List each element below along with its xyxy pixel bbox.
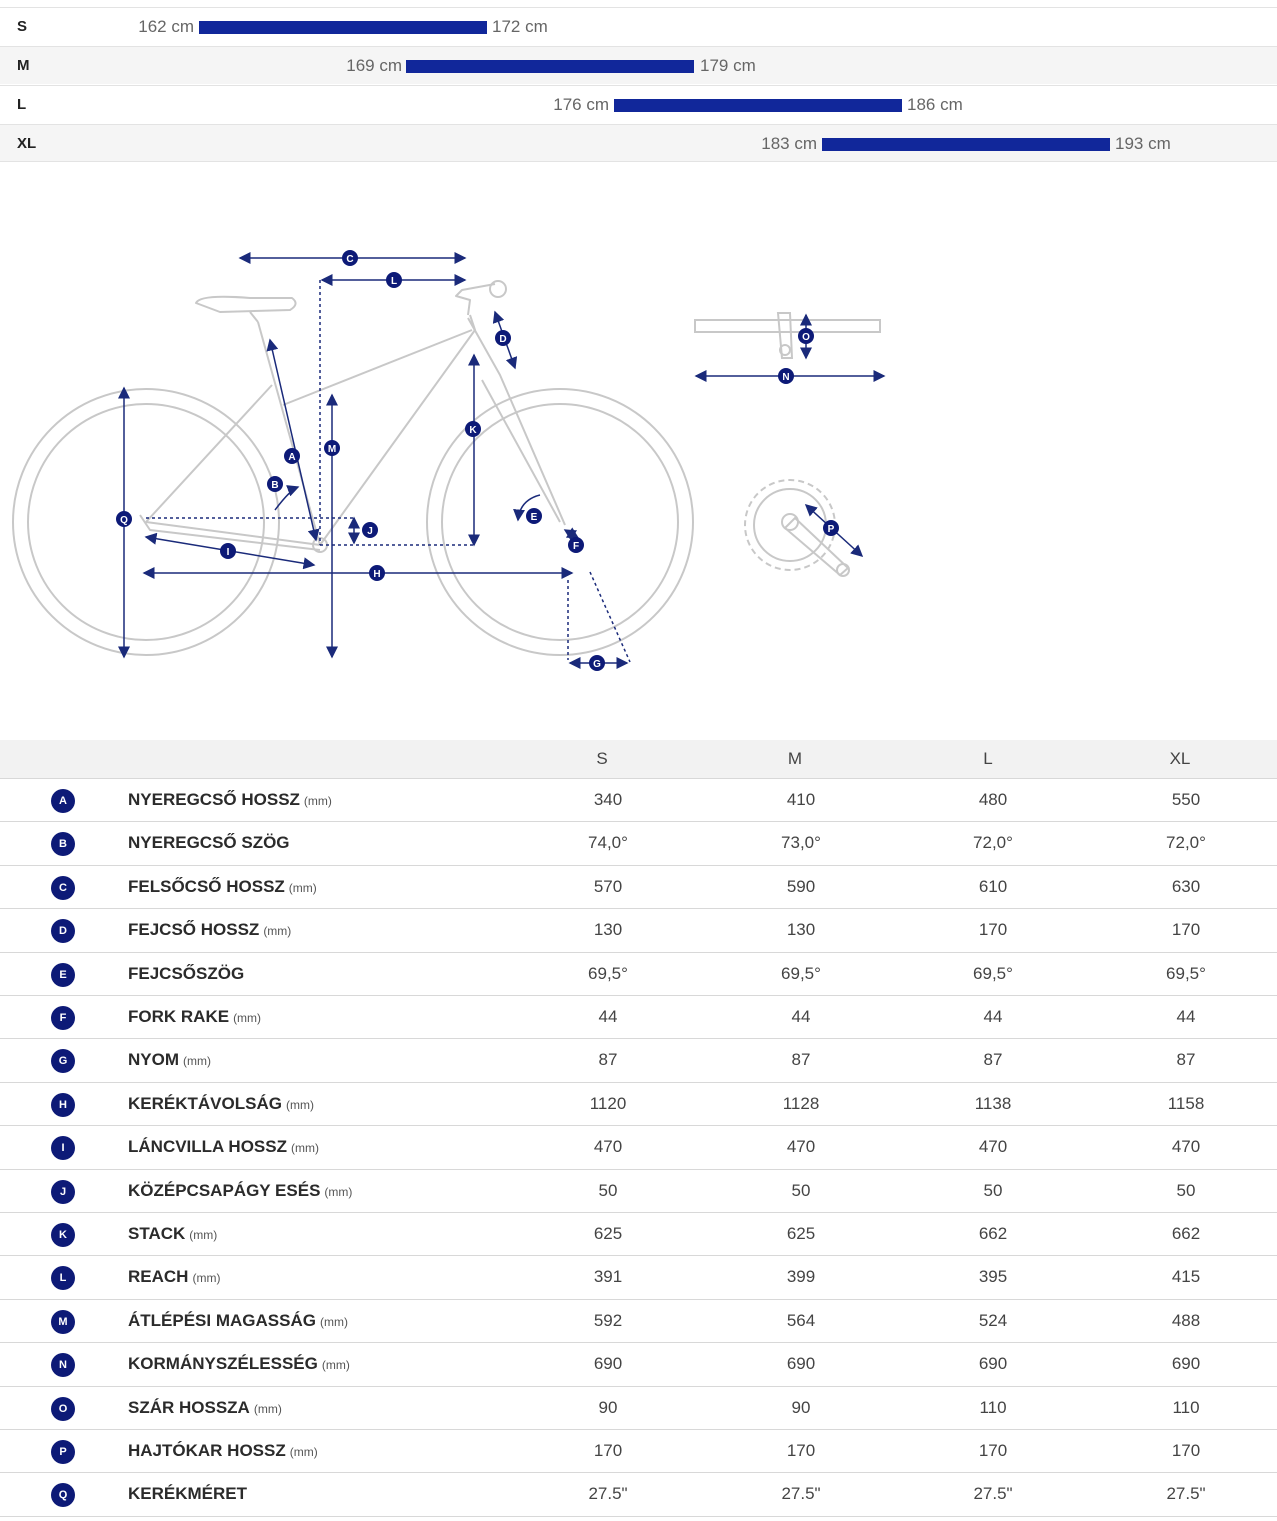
badge-f [568, 537, 584, 553]
dimension-label: KERÉKTÁVOLSÁG [128, 1093, 282, 1113]
dimension-unit: (mm) [253, 1401, 282, 1416]
dimension-label: FELSŐCSŐ HOSSZ [128, 876, 285, 896]
size-label: XL [17, 135, 37, 152]
dimension-value: 1120 [589, 1093, 627, 1113]
dimension-value: 69,5° [781, 963, 821, 983]
dimension-value: 470 [593, 1137, 623, 1157]
badge-p [823, 520, 839, 536]
dimension-value: 1158 [1167, 1093, 1205, 1113]
dimension-badge: P [51, 1440, 75, 1464]
dimension-value: 27.5" [1166, 1484, 1206, 1504]
dimension-badge: F [51, 1006, 75, 1030]
dimension-value: 625 [786, 1224, 816, 1243]
dimension-value: 87 [1176, 1050, 1196, 1070]
dimension-value: 662 [1171, 1224, 1201, 1243]
dimension-value: 170 [1171, 920, 1201, 940]
dimension-unit: (mm) [263, 924, 292, 939]
dimension-value: 27.5" [781, 1484, 821, 1504]
dimension-value: 690 [786, 1354, 816, 1374]
svg-text:H: H [373, 569, 381, 580]
badge-m [324, 440, 340, 456]
dimension-value: 564 [786, 1310, 816, 1330]
size-label: L [17, 96, 27, 113]
dimension-value: 27.5" [973, 1484, 1013, 1504]
dimension-value: 630 [1171, 876, 1201, 896]
dimension-value: 50 [1176, 1180, 1196, 1200]
dimension-value: 69,5° [1166, 963, 1206, 983]
dimension-value: 87 [598, 1050, 618, 1070]
dimension-value: 399 [786, 1267, 816, 1287]
size-range-bar [822, 138, 1110, 151]
size-row-s [0, 7, 1277, 45]
dimension-value: 592 [593, 1310, 623, 1330]
svg-text:E: E [530, 512, 538, 523]
size-row-m [0, 46, 1277, 84]
dimension-unit: (mm) [189, 1228, 218, 1242]
dimension-badge: C [51, 876, 75, 900]
size-min-height: 183 cm [761, 134, 817, 153]
dimension-name [128, 1181, 352, 1201]
size-row-l [0, 85, 1277, 123]
dimension-value: 69,5° [973, 963, 1013, 983]
dimension-value: 415 [1171, 1267, 1201, 1287]
svg-text:J: J [367, 526, 373, 537]
dimension-value: 690 [593, 1354, 623, 1374]
table-row [0, 1126, 1277, 1169]
dimension-label: SZÁR HOSSZA [128, 1397, 250, 1417]
svg-text:B: B [271, 480, 279, 491]
size-max-height: 179 cm [700, 56, 756, 75]
dimension-value: 74,0° [588, 833, 628, 853]
dimension-value: 110 [1172, 1397, 1200, 1417]
svg-text:A: A [288, 452, 296, 463]
dimension-label: HAJTÓKAR HOSSZ [128, 1441, 286, 1460]
dimension-name [128, 1050, 211, 1070]
table-row [0, 953, 1277, 996]
table-row [0, 1256, 1277, 1299]
dimension-label: ÁTLÉPÉSI MAGASSÁG [128, 1310, 316, 1330]
handlebar-detail [695, 313, 880, 358]
dimension-name [128, 1137, 319, 1157]
dimension-unit: (mm) [289, 1445, 318, 1459]
dimension-label: FORK RAKE [128, 1007, 230, 1026]
dimension-value: 44 [598, 1007, 618, 1026]
svg-text:L: L [390, 276, 398, 287]
dimension-name [128, 1267, 220, 1287]
svg-text:D: D [499, 334, 507, 345]
dimension-badge: A [51, 789, 75, 813]
badge-g [589, 655, 605, 671]
dimension-value: 550 [1171, 790, 1201, 809]
dimension-value: 395 [978, 1267, 1008, 1287]
dimension-label: NYEREGCSŐ SZÖG [128, 833, 290, 853]
table-row [0, 822, 1277, 865]
dimension-value: 90 [791, 1397, 811, 1417]
header-xl: XL [1169, 749, 1191, 768]
dimension-badge: O [51, 1397, 75, 1421]
dimension-name [128, 790, 332, 810]
bike-geometry-diagram [0, 165, 1277, 740]
dimension-value: 27.5" [588, 1484, 628, 1504]
svg-text:I: I [226, 547, 230, 558]
dimension-unit: (mm) [288, 880, 317, 895]
badge-k [465, 421, 481, 437]
dimension-value: 391 [593, 1267, 623, 1287]
svg-text:Q: Q [120, 515, 128, 526]
dimension-badge: L [51, 1266, 75, 1290]
dimension-value: 1138 [974, 1093, 1012, 1113]
dimension-value: 87 [983, 1050, 1003, 1070]
dimension-value: 690 [1171, 1354, 1201, 1374]
dimension-value: 170 [978, 1441, 1008, 1460]
dimension-value: 410 [786, 790, 816, 809]
table-header [0, 740, 1277, 779]
svg-text:O: O [802, 332, 810, 343]
svg-text:N: N [782, 372, 790, 383]
dimension-value: 72,0° [973, 833, 1013, 853]
dimension-value: 488 [1171, 1310, 1201, 1330]
dimension-label: STACK [128, 1224, 186, 1243]
size-max-height: 193 cm [1115, 134, 1171, 153]
badge-q [116, 511, 132, 527]
dimension-label: FEJCSŐSZÖG [128, 963, 245, 983]
badge-d [495, 330, 511, 346]
dimension-value: 73,0° [781, 833, 821, 853]
dimension-badge: I [51, 1136, 75, 1160]
dimension-value: 662 [978, 1224, 1008, 1243]
dimension-name [128, 1354, 350, 1374]
dimension-name [128, 964, 248, 984]
badge-n [778, 368, 794, 384]
dimension-name [128, 877, 317, 897]
dimension-value: 50 [983, 1180, 1003, 1200]
dimension-name [128, 1224, 217, 1244]
badge-b [267, 476, 283, 492]
dimension-name [128, 833, 294, 853]
header-s: S [596, 749, 608, 768]
dimension-badge: N [51, 1353, 75, 1377]
svg-text:C: C [346, 254, 354, 265]
dimension-name [128, 1311, 348, 1331]
dimension-value: 170 [978, 920, 1008, 940]
dimension-name [128, 1007, 261, 1027]
dimension-badge: E [51, 963, 75, 987]
svg-text:K: K [469, 425, 477, 436]
dimension-unit: (mm) [321, 1358, 350, 1373]
dimension-value: 625 [593, 1224, 623, 1243]
dimension-name [128, 1484, 251, 1504]
dimension-value: 470 [978, 1137, 1008, 1157]
badge-h [369, 565, 385, 581]
size-label: M [17, 57, 30, 74]
dimension-label: NYOM [128, 1050, 179, 1070]
dimension-value: 50 [598, 1180, 618, 1200]
table-row [0, 1343, 1277, 1386]
header-m: M [787, 749, 803, 768]
size-label: S [17, 18, 28, 35]
dimension-badge: Q [51, 1483, 75, 1507]
table-row [0, 1430, 1277, 1473]
svg-text:M: M [327, 444, 337, 455]
badge-j [362, 522, 378, 538]
size-max-height: 186 cm [907, 95, 963, 114]
dimension-value: 50 [791, 1180, 811, 1200]
dimension-label: NYEREGCSŐ HOSSZ [128, 790, 300, 809]
dimension-name [128, 920, 291, 940]
svg-text:G: G [593, 659, 601, 670]
size-min-height: 169 cm [346, 56, 402, 75]
dimension-value: 1128 [782, 1093, 820, 1113]
dimension-value: 690 [978, 1354, 1008, 1374]
table-row [0, 866, 1277, 909]
dimension-name [128, 1398, 282, 1418]
dimension-badge: B [51, 832, 75, 856]
dimension-label: LÁNCVILLA HOSSZ [128, 1137, 287, 1157]
dimension-value: 90 [598, 1397, 618, 1417]
table-row [0, 1473, 1277, 1516]
dimension-value: 340 [593, 790, 623, 809]
dimension-badge: G [51, 1049, 75, 1073]
dimension-name [128, 1094, 314, 1114]
dimension-value: 87 [791, 1050, 811, 1070]
dimension-value: 610 [978, 876, 1008, 896]
dimension-label: KORMÁNYSZÉLESSÉG [128, 1354, 318, 1374]
dimension-badge: J [51, 1180, 75, 1204]
table-row [0, 1387, 1277, 1430]
table-row [0, 909, 1277, 952]
dimension-value: 130 [786, 920, 816, 940]
dimension-value: 69,5° [588, 963, 628, 983]
dimension-unit: (mm) [192, 1271, 221, 1286]
dimension-badge: K [51, 1223, 75, 1247]
svg-text:F: F [572, 541, 580, 552]
size-max-height: 172 cm [492, 17, 548, 36]
size-row-xl [0, 124, 1277, 162]
dimension-value: 110 [979, 1397, 1007, 1417]
svg-text:P: P [827, 524, 835, 535]
dimension-name [128, 1441, 318, 1461]
dimension-value: 570 [593, 876, 623, 896]
badge-l [386, 272, 402, 288]
size-min-height: 176 cm [553, 95, 609, 114]
dimension-badges [116, 250, 839, 671]
dimension-lines [124, 258, 884, 663]
dimension-value: 524 [978, 1310, 1008, 1330]
header-l: L [983, 749, 993, 768]
dimension-unit: (mm) [324, 1184, 353, 1199]
dimension-unit: (mm) [183, 1054, 211, 1069]
dimension-value: 72,0° [1166, 833, 1206, 853]
table-row [0, 996, 1277, 1039]
dimension-value: 170 [1171, 1441, 1201, 1460]
badge-c [342, 250, 358, 266]
table-row [0, 1213, 1277, 1256]
badge-o [798, 328, 814, 344]
dimension-badge: M [51, 1310, 75, 1334]
dimension-value: 130 [593, 920, 623, 940]
dimension-value: 480 [978, 790, 1008, 809]
size-range-bar [614, 99, 902, 112]
bike-frame [140, 281, 565, 552]
table-row [0, 779, 1277, 822]
dimension-value: 170 [786, 1441, 816, 1460]
dimension-value: 590 [786, 876, 816, 896]
dimension-unit: (mm) [303, 794, 332, 808]
size-min-height: 162 cm [138, 17, 194, 36]
table-row [0, 1300, 1277, 1343]
dimension-unit: (mm) [285, 1097, 314, 1112]
dimension-value: 44 [1176, 1007, 1196, 1026]
dimension-value: 470 [1171, 1137, 1201, 1157]
size-range-bar [406, 60, 694, 73]
badge-e [526, 508, 542, 524]
dimension-unit: (mm) [290, 1141, 319, 1156]
dimension-unit: (mm) [233, 1011, 262, 1025]
table-row [0, 1083, 1277, 1126]
badge-a [284, 448, 300, 464]
dimension-label: REACH [128, 1267, 189, 1287]
table-row [0, 1170, 1277, 1213]
dimension-label: FEJCSŐ HOSSZ [128, 920, 260, 940]
dimension-value: 170 [593, 1441, 623, 1460]
table-row [0, 1039, 1277, 1082]
dimension-value: 44 [983, 1007, 1003, 1026]
badge-i [220, 543, 236, 559]
dimension-label: KÖZÉPCSAPÁGY ESÉS [128, 1180, 321, 1200]
dimension-label: KERÉKMÉRET [128, 1484, 248, 1504]
dimension-value: 44 [791, 1007, 811, 1026]
dimension-value: 470 [786, 1137, 816, 1157]
dimension-badge: H [51, 1093, 75, 1117]
size-range-bar [199, 21, 487, 34]
dimension-badge: D [51, 919, 75, 943]
dimension-unit: (mm) [319, 1314, 348, 1329]
